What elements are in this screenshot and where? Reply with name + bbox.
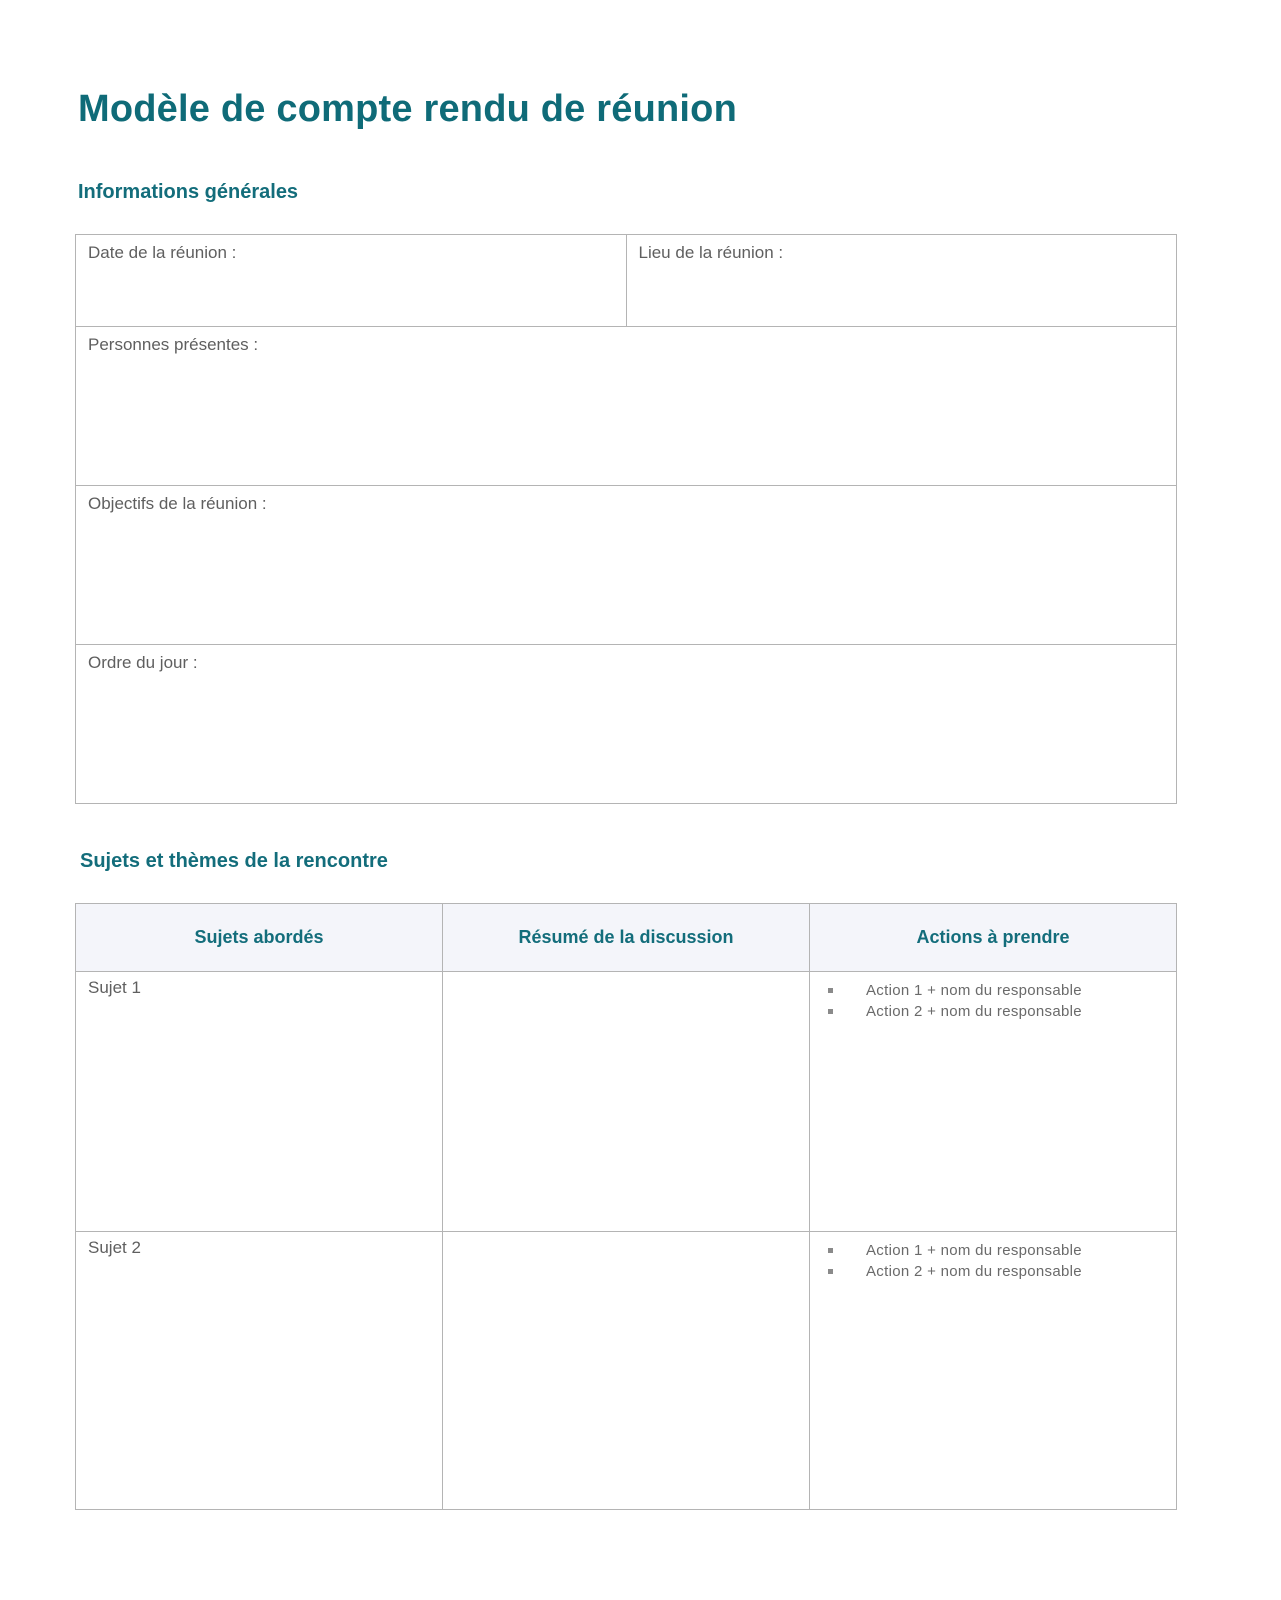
summary-cell[interactable]: [443, 1232, 810, 1510]
action-text: Action 2 + nom du responsable: [866, 1263, 1082, 1280]
location-label: Lieu de la réunion :: [638, 243, 784, 262]
subject-cell[interactable]: [76, 1232, 443, 1510]
action-text: Action 1 + nom du responsable: [866, 982, 1082, 999]
summary-cell[interactable]: [443, 972, 810, 1232]
location-cell[interactable]: [626, 235, 1177, 326]
location-field[interactable]: [639, 263, 1165, 314]
topics-table: [75, 903, 1177, 1510]
action-text: Action 2 + nom du responsable: [866, 1003, 1082, 1020]
attendees-field[interactable]: [88, 355, 1164, 473]
date-field[interactable]: [88, 263, 614, 314]
objectives-label: Objectifs de la réunion :: [88, 494, 267, 513]
actions-cell[interactable]: [810, 1232, 1177, 1510]
table-row: [76, 972, 1177, 1232]
column-header-summary: Résumé de la discussion: [443, 904, 810, 972]
info-row-date-location: [76, 235, 1176, 326]
document-title: Modèle de compte rendu de réunion: [78, 88, 738, 130]
info-row-objectives: [76, 485, 1176, 644]
section-heading-topics: Sujets et thèmes de la rencontre: [80, 850, 388, 872]
attendees-label: Personnes présentes :: [88, 335, 259, 354]
action-item: [828, 1261, 1164, 1282]
section-heading-general-info: Informations générales: [78, 181, 299, 203]
subject-label: Sujet 2: [88, 1238, 141, 1257]
actions-list: [822, 978, 1164, 1022]
subject-label: Sujet 1: [88, 978, 141, 997]
column-header-actions: Actions à prendre: [810, 904, 1177, 972]
action-text: Action 1 + nom du responsable: [866, 1242, 1082, 1259]
objectives-cell[interactable]: [76, 486, 1176, 644]
info-row-attendees: [76, 326, 1176, 485]
agenda-cell[interactable]: [76, 645, 1176, 803]
bullet-icon: [828, 988, 833, 993]
info-row-agenda: [76, 644, 1176, 803]
agenda-label: Ordre du jour :: [88, 653, 198, 672]
action-item: [828, 1240, 1164, 1261]
action-item: [828, 980, 1164, 1001]
bullet-icon: [828, 1248, 833, 1253]
objectives-field[interactable]: [88, 514, 1164, 632]
date-label: Date de la réunion :: [88, 243, 237, 262]
attendees-cell[interactable]: [76, 327, 1176, 485]
bullet-icon: [828, 1009, 833, 1014]
topics-header-row: [76, 904, 1177, 972]
subject-cell[interactable]: [76, 972, 443, 1232]
agenda-field[interactable]: [88, 673, 1164, 791]
action-item: [828, 1001, 1164, 1022]
actions-list: [822, 1238, 1164, 1282]
general-info-table: [75, 234, 1177, 804]
table-row: [76, 1232, 1177, 1510]
column-header-subjects: Sujets abordés: [76, 904, 443, 972]
date-cell[interactable]: [76, 235, 626, 326]
bullet-icon: [828, 1269, 833, 1274]
actions-cell[interactable]: [810, 972, 1177, 1232]
